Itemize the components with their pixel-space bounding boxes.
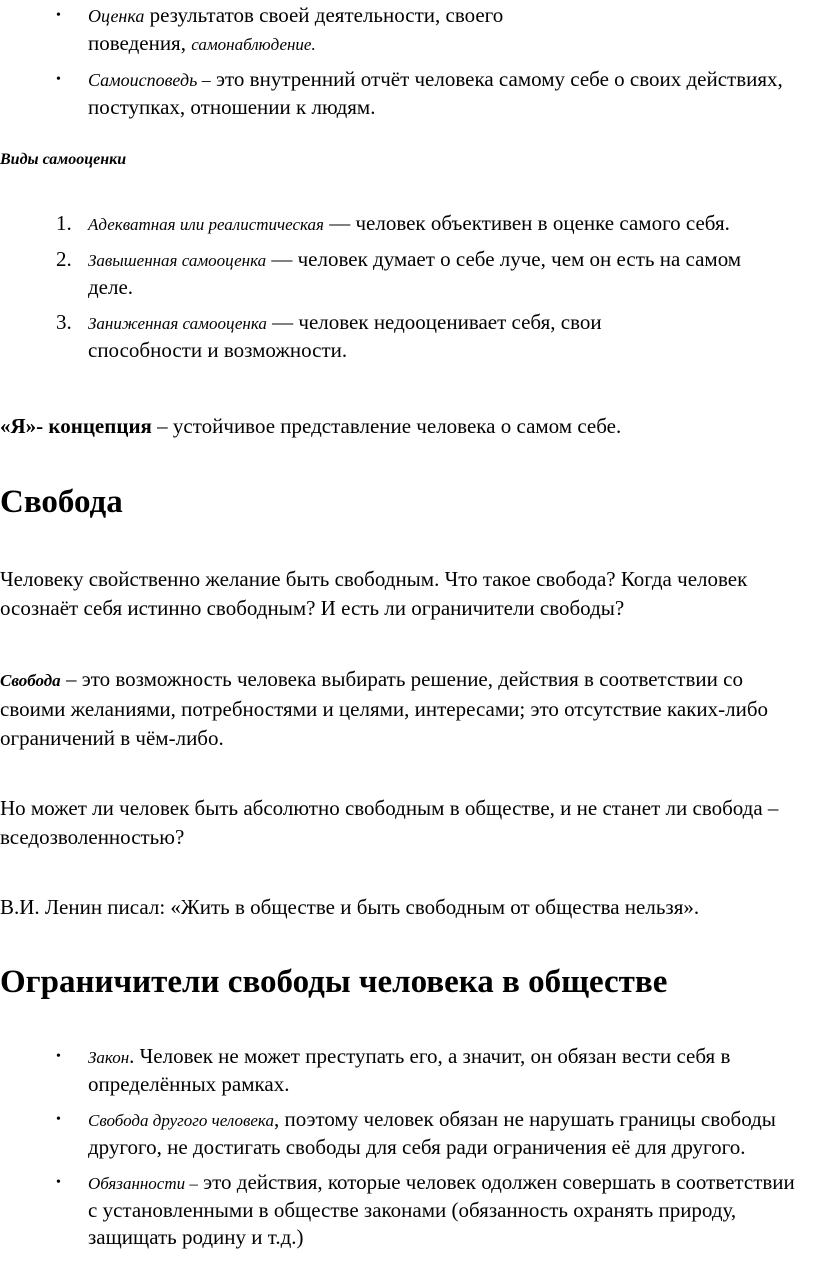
top-bullet-list [0, 2, 816, 121]
list-number: 2. [56, 247, 72, 271]
ya-concept-paragraph [0, 413, 812, 440]
list-item [0, 1043, 816, 1098]
list-item [0, 1169, 816, 1251]
item-text: это внутренний отчёт человека самому себе о своих действиях, поступках, отношении к людям. [88, 67, 783, 119]
term: Закон [88, 1048, 130, 1067]
term: Оценка [88, 6, 145, 26]
list-item [0, 2, 608, 58]
limits-heading: Ограничители свободы человека в обществе [0, 964, 668, 1000]
freedom-question-paragraph: Но может ли человек быть абсолютно свободным в обществе, и не станет ли свобода – вседозволенностью? [0, 796, 779, 849]
bullet-icon: • [56, 1049, 61, 1064]
item-text: это действия, которые человек одолжен совершать в соответствии с установленными в обществе законами (обязанность охранять природу, защищать родину и т.д.) [88, 1170, 795, 1249]
term: самонаблюдение. [191, 35, 316, 54]
item-text: — человек думает о себе луче, чем он есть на самом деле. [88, 247, 742, 299]
list-item [0, 1106, 816, 1161]
types-numbered-list [0, 210, 816, 364]
freedom-definition-paragraph [0, 665, 812, 753]
item-text: . Человек не может преступать его, а значит, он обязан вести себя в определённых рамках. [88, 1044, 731, 1096]
item-text: , поэтому человек обязан не нарушать границы свободы другого, не достигать свободы для себя ради ограничения её для другого. [88, 1107, 776, 1159]
bullet-icon: • [56, 1175, 61, 1190]
list-item [0, 309, 728, 364]
freedom-heading: Свобода [0, 484, 123, 520]
bullet-icon: • [56, 8, 61, 23]
types-heading: Виды самооценки [0, 151, 127, 168]
lenin-quote-paragraph: В.И. Ленин писал: «Жить в обществе и быть свободным от общества нельзя». [0, 895, 700, 919]
item-text: — человек недооценивает себя, свои способности и возможности. [88, 310, 602, 362]
list-item [0, 246, 808, 301]
list-number: 1. [56, 211, 72, 235]
term: «Я»- концепция [0, 414, 152, 438]
term: Заниженная самооценка [88, 314, 267, 333]
paragraph-text: – устойчивое представление человека о самом себе. [151, 414, 622, 438]
list-item [0, 66, 816, 121]
term: Адекватная или реалистическая [88, 215, 324, 234]
paragraph-text: – это возможность человека выбирать решение, действия в соответствии со своими желаниями, потребностями и целями, интересами; это отсутствие каких-либо ограничений в чём-либо. [0, 667, 769, 750]
term: Свобода другого человека [88, 1111, 274, 1130]
term: Свобода [0, 671, 61, 690]
limits-bullet-list [0, 1043, 816, 1251]
freedom-intro-paragraph: Человеку свойственно желание быть свободным. Что такое свобода? Когда человек осознаёт себя истинно свободным? И есть ли ограничители свободы? [0, 567, 748, 620]
term: Завышенная самооценка [88, 251, 267, 270]
term: Самоисповедь – [88, 70, 211, 90]
item-text: результатов своей деятельности, своего поведения, [88, 3, 504, 55]
item-text: — человек объективен в оценке самого себя. [323, 211, 730, 235]
list-number: 3. [56, 310, 72, 334]
bullet-icon: • [56, 1112, 61, 1127]
term: Обязанности – [88, 1174, 198, 1193]
list-item [0, 210, 808, 238]
bullet-icon: • [56, 72, 61, 87]
